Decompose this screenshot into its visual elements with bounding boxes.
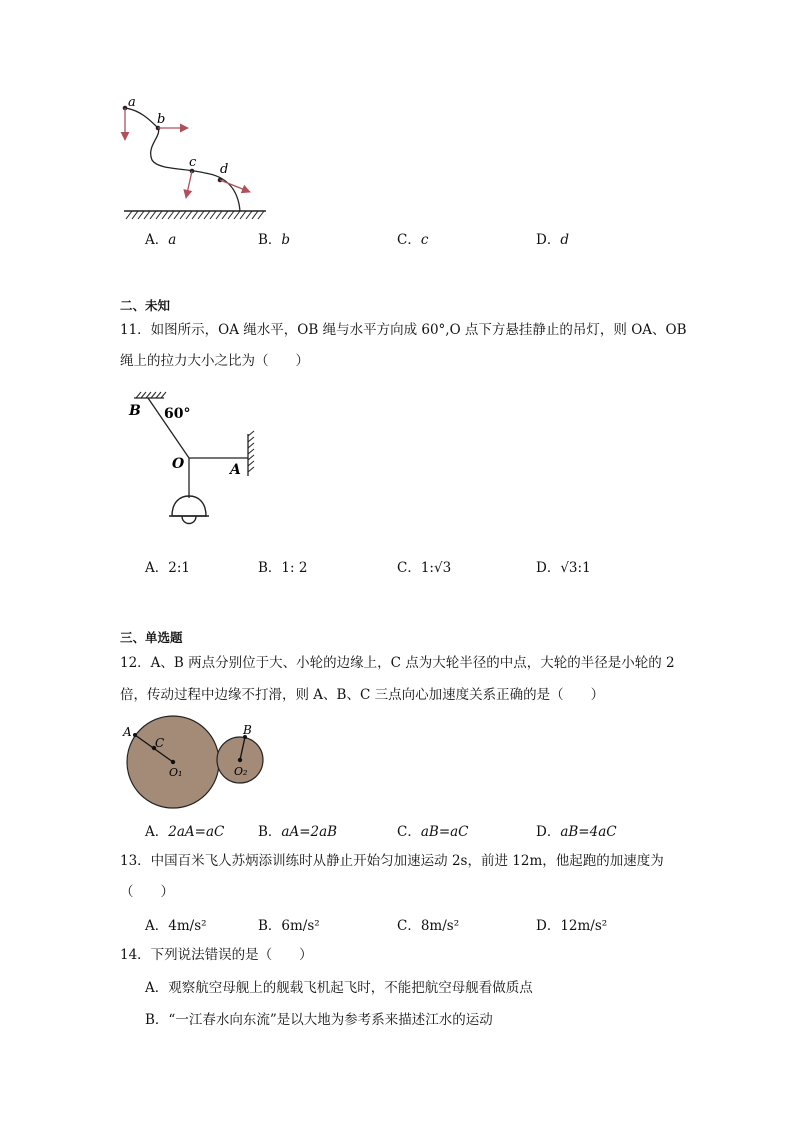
q11-option-a[interactable]: A．2:1: [145, 560, 190, 576]
q14-option-a[interactable]: A．观察航空母舰上的舰载飞机起飞时，不能把航空母舰看做质点: [145, 980, 533, 996]
q13-stem-line2: （ ）: [120, 884, 174, 900]
q10-track-figure: [110, 88, 280, 223]
section-heading-unknown: 二、未知: [120, 298, 171, 313]
label-c: c: [189, 155, 197, 170]
q13-option-c[interactable]: C．8m/s²: [397, 918, 460, 934]
q13-option-d[interactable]: D．12m/s²: [536, 918, 608, 934]
q12-stem-line1: 12．A、B 两点分别位于大、小轮的边缘上，C 点为大轮半径的中点，大轮的半径是小轮的 2: [120, 655, 675, 671]
q13-option-a[interactable]: A．4m/s²: [145, 918, 207, 934]
q14-option-b[interactable]: B．“一江春水向东流”是以大地为参考系来描述江水的运动: [145, 1012, 493, 1028]
label-b: B: [243, 723, 252, 737]
q11-stem-line2: 绳上的拉力大小之比为（ ）: [120, 353, 309, 369]
q14-stem-line1: 14．下列说法错误的是（ ）: [120, 947, 313, 963]
q12-stem-line2: 倍，传动过程中边缘不打滑，则 A、B、C 三点向心加速度关系正确的是（ ）: [120, 687, 605, 703]
label-a: a: [128, 95, 136, 110]
label-b: B: [129, 403, 141, 419]
label-c: C: [155, 736, 165, 750]
lamp-bulb: [182, 516, 196, 524]
label-o2: O₂: [234, 765, 248, 778]
label-angle: 60°: [164, 406, 191, 422]
q10-option-d[interactable]: D．d: [536, 232, 569, 248]
label-a: A: [230, 462, 241, 478]
q10-option-a[interactable]: A．a: [145, 232, 177, 248]
arrow-c: [186, 171, 192, 198]
q11-option-c[interactable]: C．1:√3: [397, 560, 452, 576]
q13-option-b[interactable]: B．6m/s²: [258, 918, 320, 934]
track-curve: [125, 108, 240, 211]
q11-option-b[interactable]: B．1: 2: [258, 560, 308, 576]
label-o: O: [172, 456, 185, 472]
label-b: b: [157, 112, 166, 127]
q10-option-b[interactable]: B．b: [258, 232, 291, 248]
q12-option-c[interactable]: C．aB=aC: [397, 824, 469, 840]
q11-stem-line1: 11．如图所示，OA 绳水平，OB 绳与水平方向成 60°,O 点下方悬挂静止的吊灯，则 OA、OB: [120, 322, 687, 338]
label-a: A: [123, 725, 132, 739]
arrow-d: [220, 180, 250, 192]
q12-option-d[interactable]: D．aB=4aC: [536, 824, 617, 840]
q11-lamp-figure: [122, 390, 262, 535]
section-heading-single-choice: 三、单选题: [120, 630, 183, 645]
q12-wheels-figure: [118, 713, 278, 813]
label-o1: O₁: [169, 766, 183, 779]
q13-stem-line1: 13．中国百米飞人苏炳添训练时从静止开始匀加速运动 2s，前进 12m，他起跑的加速度为: [120, 853, 664, 869]
q12-option-b[interactable]: B．aA=2aB: [258, 824, 338, 840]
label-d: d: [220, 162, 229, 177]
q10-option-c[interactable]: C．c: [397, 232, 429, 248]
q12-option-a[interactable]: A．2aA=aC: [145, 824, 225, 840]
q11-option-d[interactable]: D．√3:1: [536, 560, 591, 576]
lamp-shade: [172, 496, 206, 516]
